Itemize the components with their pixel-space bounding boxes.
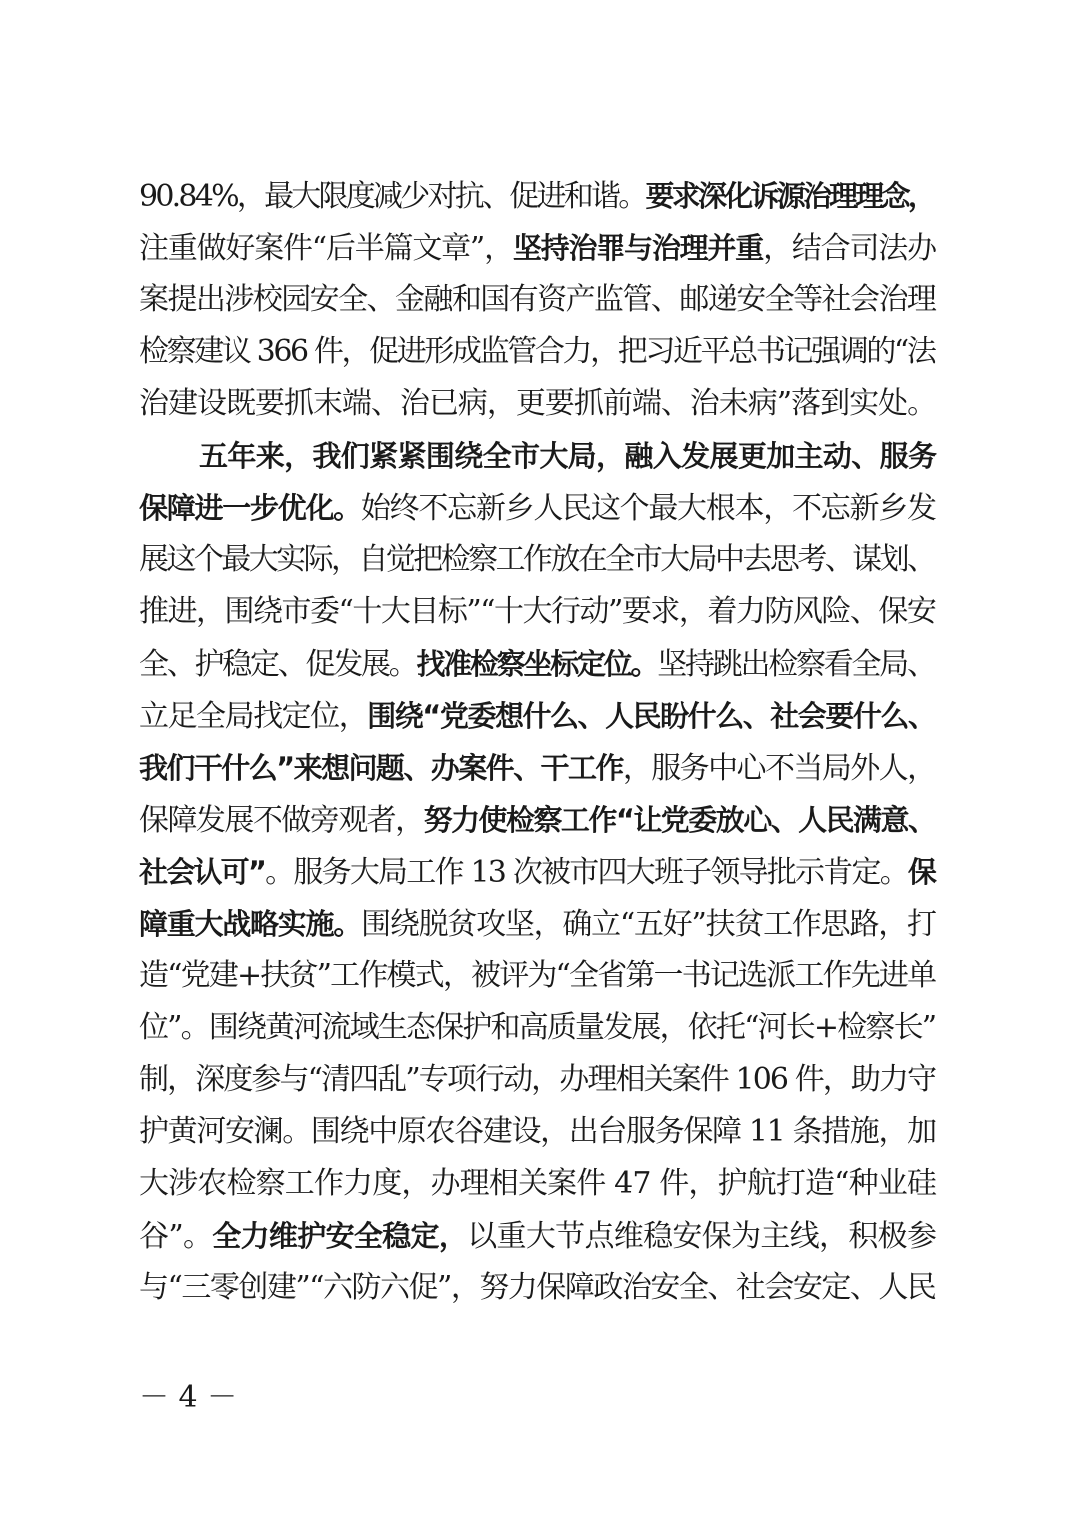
text-segment: 以重大节点维稳安保为主线，积极参 — [467, 1219, 937, 1254]
bold-text-segment: 全力维护安全稳定， — [212, 1219, 468, 1253]
text-segment: 推进，围绕市委“十大目标”“十大行动”要求，着力防风险、保安 — [139, 594, 936, 629]
text-line — [139, 846, 937, 898]
text-line — [139, 586, 937, 638]
text-segment: ，结合司法办 — [763, 231, 936, 266]
text-line — [139, 430, 937, 482]
bold-text-segment: 我们干什么”来想问题、办案件、干工作 — [139, 751, 623, 785]
text-segment: 。服务大局工作 13 次被市四大班子领导批示肯定。 — [265, 855, 908, 890]
text-line — [139, 898, 937, 950]
text-segment: 坚持跳出检察看全局、 — [657, 647, 935, 682]
text-line — [139, 690, 937, 742]
text-segment: 注重做好案件“后半篇文章”， — [139, 231, 513, 266]
bold-text-segment: 要求深化诉源治理理念， — [645, 179, 935, 213]
text-segment: 谷”。 — [139, 1219, 213, 1254]
text-line — [139, 1262, 937, 1314]
text-segment: 治建设既要抓末端、治已病，更要抓前端、治未病”落到实处。 — [139, 386, 937, 421]
text-segment: 展这个最大实际，自觉把检察工作放在全市大局中去思考、谋划、 — [139, 542, 935, 577]
text-line — [139, 1210, 937, 1262]
bold-text-segment: 找准检察坐标定位。 — [416, 647, 658, 681]
bold-text-segment: 保 — [907, 855, 936, 889]
text-line — [139, 326, 937, 378]
text-segment: 全、护稳定、促发展。 — [139, 647, 417, 682]
text-segment: 大涉农检察工作力度，办理相关案件 47 件，护航打造“种业硅 — [139, 1166, 937, 1201]
text-segment: 造“党建+扶贫”工作模式，被评为“全省第一书记选派工作先进单 — [139, 958, 936, 993]
text-line — [139, 1002, 937, 1054]
page-number: － 4 － — [139, 1380, 238, 1415]
text-line — [139, 950, 937, 1002]
text-segment: ，服务中心不当局外人， — [622, 751, 936, 786]
text-line — [139, 482, 937, 534]
bold-text-segment: 努力使检察工作“让党委放心、人民满意、 — [423, 803, 936, 837]
bold-text-segment: 保障进一步优化。 — [139, 491, 361, 525]
text-line — [139, 742, 937, 794]
text-line — [139, 274, 937, 326]
text-segment: 护黄河安澜。围绕中原农谷建设，出台服务保障 11 条措施，加 — [139, 1114, 936, 1149]
text-segment: 位”。围绕黄河流域生态保护和高质量发展，依托“河长+检察长” — [139, 1010, 936, 1045]
text-line — [139, 1054, 937, 1106]
text-segment: 90.84%，最大限度减少对抗、促进和谐。 — [139, 179, 646, 214]
document-body — [139, 170, 937, 1314]
text-line — [139, 170, 937, 222]
text-line — [139, 638, 937, 690]
text-segment: 检察建议 366 件，促进形成监管合力，把习近平总书记强调的“法 — [139, 334, 935, 369]
text-line — [139, 794, 937, 846]
text-segment: 制，深度参与“清四乱”专项行动，办理相关案件 106 件，助力守 — [139, 1062, 936, 1097]
text-line — [139, 222, 937, 274]
text-segment: 围绕脱贫攻坚，确立“五好”扶贫工作思路，打 — [361, 907, 936, 942]
text-segment: 案提出涉校园安全、金融和国有资产监管、邮递安全等社会治理 — [139, 282, 936, 317]
text-line — [139, 534, 937, 586]
text-line — [139, 1158, 937, 1210]
bold-text-segment: 围绕“党委想什么、人民盼什么、社会要什么、 — [367, 699, 936, 733]
text-segment: 与“三零创建”“六防六促”，努力保障政治安全、社会安定、人民 — [139, 1270, 936, 1305]
bold-text-segment: 社会认可” — [139, 855, 266, 889]
text-segment: 立足全局找定位， — [139, 699, 368, 734]
text-line — [139, 1106, 937, 1158]
bold-text-segment: 障重大战略实施。 — [139, 907, 362, 941]
text-segment: 始终不忘新乡人民这个最大根本，不忘新乡发 — [360, 491, 936, 526]
text-line — [139, 378, 937, 430]
bold-text-segment: 五年来，我们紧紧围绕全市大局，融入发展更加主动、服务 — [199, 439, 937, 473]
bold-text-segment: 坚持治罪与治理并重 — [512, 231, 764, 265]
text-segment: 保障发展不做旁观者， — [139, 803, 424, 838]
